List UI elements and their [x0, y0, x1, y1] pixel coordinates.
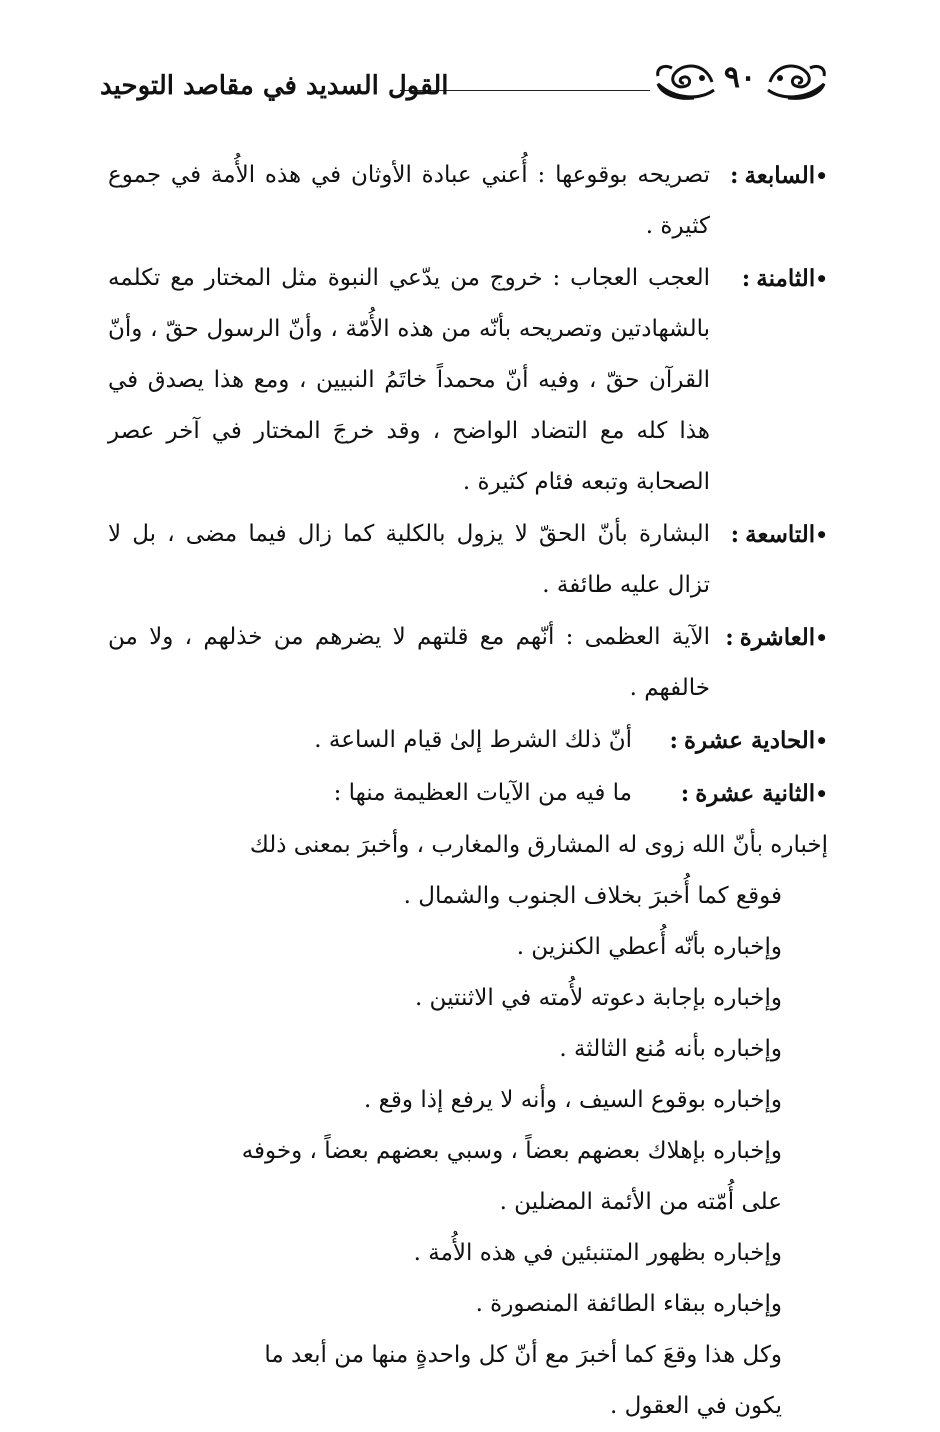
page-content — [108, 150, 828, 1432]
sub-item: وإخباره بإجابة دعوته لأُمته في الاثنتين . — [414, 985, 782, 1011]
sub-item: فوقع كما أُخبرَ بخلاف الجنوب والشمال . — [403, 883, 782, 909]
item-label: •العاشرة: — [725, 624, 828, 651]
ornament-icon — [766, 60, 828, 100]
sub-item: وإخباره بوقوع السيف ، وأنه لا يرفع إذا وقع . — [364, 1087, 782, 1113]
item-label: •الثامنة: — [741, 265, 828, 292]
item-label: •السابعة: — [729, 162, 828, 189]
item-text: العجب العجاب : خروج من يدّعي النبوة مثل المختار مع تكلمه بالشهادتين وتصريحه بأنّه من هذه الأُمّة ، وأنّ الرسول حقّ ، وأنّ القرآن حقّ ، وفيه أنّ محمداً خاتَمُ النبيين ، ومع هذا يصدق في هذا كله مع التضاد الواضح ، وقد خرجَ المختار في آخر عصر الصحابة وتبعه فئام كثيرة . — [108, 265, 710, 495]
item-label: •التاسعة: — [730, 521, 828, 548]
item-text: ما فيه من الآيات العظيمة منها : — [333, 780, 632, 806]
sub-item: وإخباره بظهور المتنبئين في هذه الأُمة . — [413, 1240, 782, 1266]
sub-item: وإخباره بإهلاك بعضهم بعضاً ، وسبي بعضهم بعضاً ، وخوفه — [241, 1138, 782, 1164]
list-item — [108, 715, 828, 767]
sub-item: على أُمّته من الأئمة المضلين . — [499, 1189, 782, 1215]
sub-item: يكون في العقول . — [609, 1393, 782, 1419]
sub-list — [108, 820, 828, 1432]
item-label: •الحادية عشرة: — [669, 727, 828, 754]
sub-item: وإخباره بأنّه أُعطي الكنزين . — [516, 934, 782, 960]
sub-item: إخباره بأنّ الله زوى له المشارق والمغارب ، وأخبرَ بمعنى ذلك — [249, 832, 828, 858]
item-text: تصريحه بوقوعها : أُعني عبادة الأوثان في هذه الأُمة في جموع كثيرة . — [108, 162, 710, 239]
list-item — [108, 612, 828, 714]
list-item — [108, 150, 828, 252]
page-header — [100, 56, 828, 116]
ornament-icon — [654, 60, 716, 100]
sub-item: وإخباره ببقاء الطائفة المنصورة . — [475, 1291, 782, 1317]
list-item — [108, 509, 828, 611]
list-item — [108, 768, 828, 820]
item-label: •الثانية عشرة: — [680, 780, 828, 807]
list-item — [108, 253, 828, 508]
item-text: أنّ ذلك الشرط إلىٰ قيام الساعة . — [314, 727, 632, 753]
page-number: ٩٠ — [723, 60, 757, 95]
book-title: القول السديد في مقاصد التوحيد — [100, 71, 449, 101]
item-text: الآية العظمى : أنّهم مع قلتهم لا يضرهم من خذلهم ، ولا من خالفهم . — [108, 624, 710, 701]
sub-item: وإخباره بأنه مُنع الثالثة . — [559, 1036, 782, 1062]
item-text: البشارة بأنّ الحقّ لا يزول بالكلية كما زال فيما مضى ، بل لا تزال عليه طائفة . — [108, 521, 710, 598]
sub-item: وكل هذا وقعَ كما أخبرَ مع أنّ كل واحدةٍ منها من أبعد ما — [264, 1342, 782, 1368]
